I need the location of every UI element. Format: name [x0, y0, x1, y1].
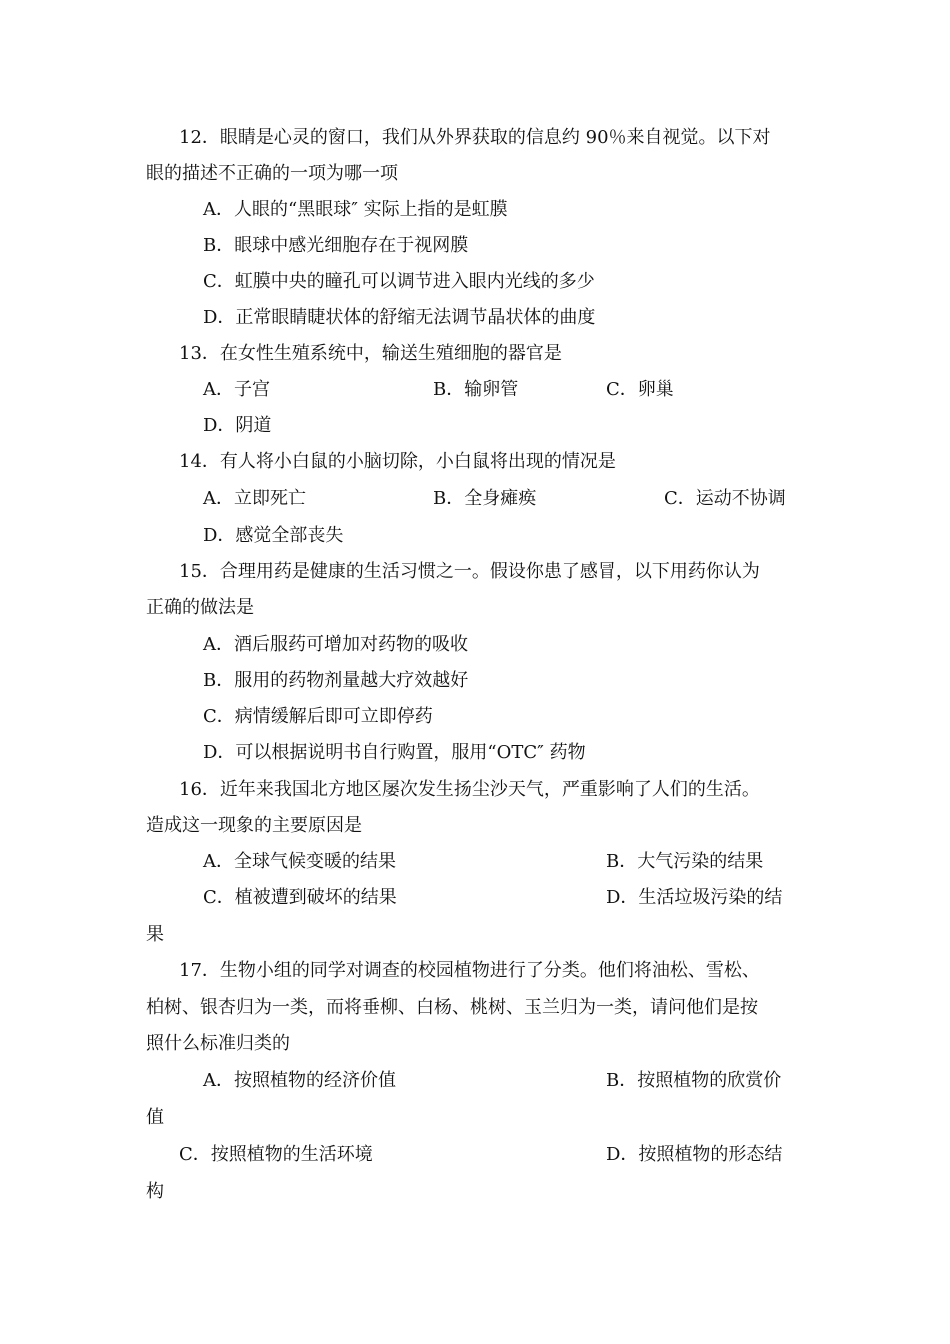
question-12-stem: 12．眼睛是心灵的窗口，我们从外界获取的信息约 90％来自视觉。以下对	[179, 127, 771, 148]
question-17-stem-continued-2: 照什么标准归类的	[146, 1033, 290, 1054]
question-17-option-d: D．按照植物的形态结	[606, 1144, 783, 1165]
question-17-option-b-wrap: 值	[146, 1107, 164, 1128]
question-12-option-b: B．眼球中感光细胞存在于视网膜	[203, 235, 469, 256]
question-16-option-c: C．植被遭到破坏的结果	[203, 887, 397, 908]
question-16-option-d-wrap: 果	[146, 924, 164, 945]
question-14-option-a: A．立即死亡	[203, 488, 306, 509]
question-15-option-a: A．酒后服药可增加对药物的吸收	[203, 634, 468, 655]
question-17-option-d-wrap: 构	[146, 1181, 164, 1202]
question-17-option-a: A．按照植物的经济价值	[203, 1070, 396, 1091]
question-12-option-c: C．虹膜中央的瞳孔可以调节进入眼内光线的多少	[203, 271, 595, 292]
question-14-option-b: B．全身瘫痪	[433, 488, 537, 509]
question-17-option-b: B．按照植物的欣赏价	[606, 1070, 782, 1091]
question-17-stem: 17．生物小组的同学对调查的校园植物进行了分类。他们将油松、雪松、	[179, 960, 760, 981]
question-16-option-d: D．生活垃圾污染的结	[606, 887, 783, 908]
question-16-option-a: A．全球气候变暖的结果	[203, 851, 396, 872]
question-13-option-d: D．阴道	[203, 415, 272, 436]
question-16-stem-continued: 造成这一现象的主要原因是	[146, 815, 362, 836]
question-15-stem: 15．合理用药是健康的生活习惯之一。假设你患了感冒，以下用药你认为	[179, 561, 760, 582]
question-14-stem: 14．有人将小白鼠的小脑切除，小白鼠将出现的情况是	[179, 451, 616, 472]
question-13-option-c: C．卵巢	[606, 379, 674, 400]
question-15-option-b: B．服用的药物剂量越大疗效越好	[203, 670, 469, 691]
question-14-option-c: C．运动不协调	[664, 488, 786, 509]
question-12-stem-continued: 眼的描述不正确的一项为哪一项	[146, 163, 398, 184]
question-14-option-d: D．感觉全部丧失	[203, 525, 344, 546]
question-17-option-c: C．按照植物的生活环境	[179, 1144, 373, 1165]
question-13-option-b: B．输卵管	[433, 379, 519, 400]
question-12-option-a: A．人眼的“黑眼球″ 实际上指的是虹膜	[203, 199, 508, 220]
question-17-stem-continued: 柏树、银杏归为一类，而将垂柳、白杨、桃树、玉兰归为一类，请问他们是按	[146, 997, 758, 1018]
question-15-option-d: D．可以根据说明书自行购置，服用“OTC″ 药物	[203, 742, 586, 763]
question-13-stem: 13．在女性生殖系统中，输送生殖细胞的器官是	[179, 343, 562, 364]
question-15-stem-continued: 正确的做法是	[146, 597, 254, 618]
question-16-option-b: B．大气污染的结果	[606, 851, 764, 872]
question-12-option-d: D．正常眼睛睫状体的舒缩无法调节晶状体的曲度	[203, 307, 596, 328]
question-13-option-a: A．子宫	[203, 379, 270, 400]
question-15-option-c: C．病情缓解后即可立即停药	[203, 706, 433, 727]
question-16-stem: 16．近年来我国北方地区屡次发生扬尘沙天气，严重影响了人们的生活。	[179, 779, 760, 800]
